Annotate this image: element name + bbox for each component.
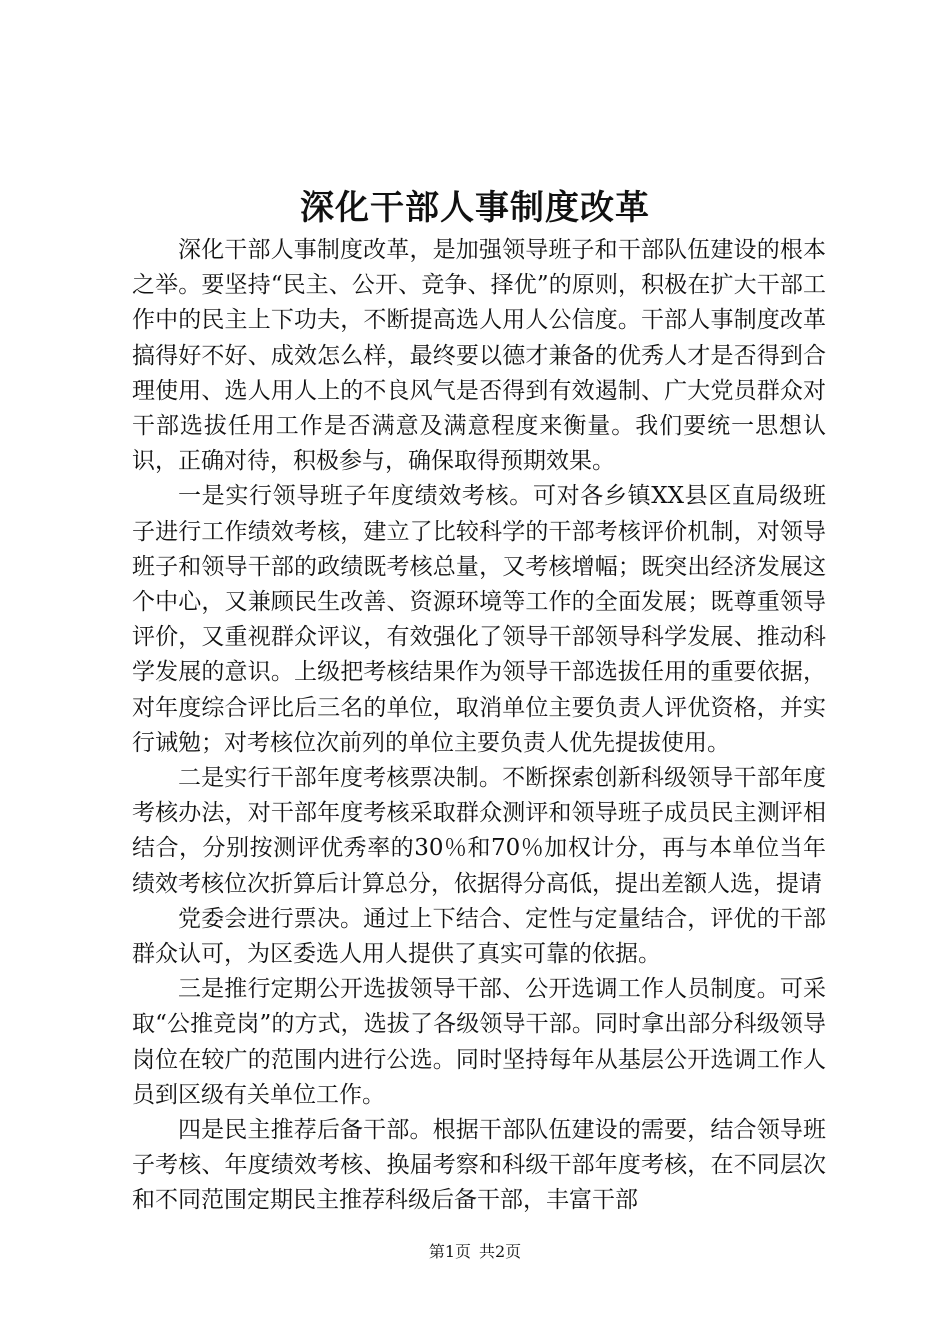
paragraph-point-three: 三是推行定期公开选拔领导干部、公开选调工作人员制度。可采取“公推竞岗”的方式，选拔了各级领导干部。同时拿出部分科级领导岗位在较广的范围内进行公选。同时坚持每年从基层公开选调工作人员到区级有关单位工作。 xyxy=(132,976,826,1108)
document-title: 深化干部人事制度改革 xyxy=(300,188,650,228)
page-number: 第1页 xyxy=(428,1242,471,1261)
paragraph-point-one: 一是实行领导班子年度绩效考核。可对各乡镇XX县区直局级班子进行工作绩效考核，建立了比较科学的干部考核评价机制，对领导班子和领导干部的政绩既考核总量，又考核增幅；既突出经济发展这个中心，又兼顾民生改善、资源环境等工作的全面发展；既尊重领导评价，又重视群众评议，有效强化了领导干部领导科学发展、推动科学发展的意识。上级把考核结果作为领导干部选拔任用的重要依据，对年度综合评比后三名的单位，取消单位主要负责人评优资格，并实行诫勉；对考核位次前列的单位主要负责人优先提拔使用。 xyxy=(132,483,826,756)
document-body xyxy=(132,233,826,1219)
paragraph-point-four: 四是民主推荐后备干部。根据干部队伍建设的需要，结合领导班子考核、年度绩效考核、换届考察和科级干部年度考核，在不同层次和不同范围定期民主推荐科级后备干部，丰富干部 xyxy=(132,1117,826,1214)
page-count: 共2页 xyxy=(479,1242,522,1261)
paragraph-point-two: 二是实行干部年度考核票决制。不断探索创新科级领导干部年度考核办法，对干部年度考核采取群众测评和领导班子成员民主测评相结合，分别按测评优秀率的30％和70％加权计分，再与本单位当年绩效考核位次折算后计算总分，依据得分高低，提出差额人选，提请 xyxy=(132,765,826,897)
page-footer xyxy=(0,1240,950,1264)
paragraph-point-two-continued: 党委会进行票决。通过上下结合、定性与定量结合，评优的干部群众认可，为区委选人用人提供了真实可靠的依据。 xyxy=(132,905,826,968)
paragraph-intro: 深化干部人事制度改革，是加强领导班子和干部队伍建设的根本之举。要坚持“民主、公开、竞争、择优”的原则，积极在扩大干部工作中的民主上下功夫，不断提高选人用人公信度。干部人事制度改革搞得好不好、成效怎么样，最终要以德才兼备的优秀人才是否得到合理使用、选人用人上的不良风气是否得到有效遏制、广大党员群众对干部选拔任用工作是否满意及满意程度来衡量。我们要统一思想认识，正确对待，积极参与，确保取得预期效果。 xyxy=(132,237,826,475)
